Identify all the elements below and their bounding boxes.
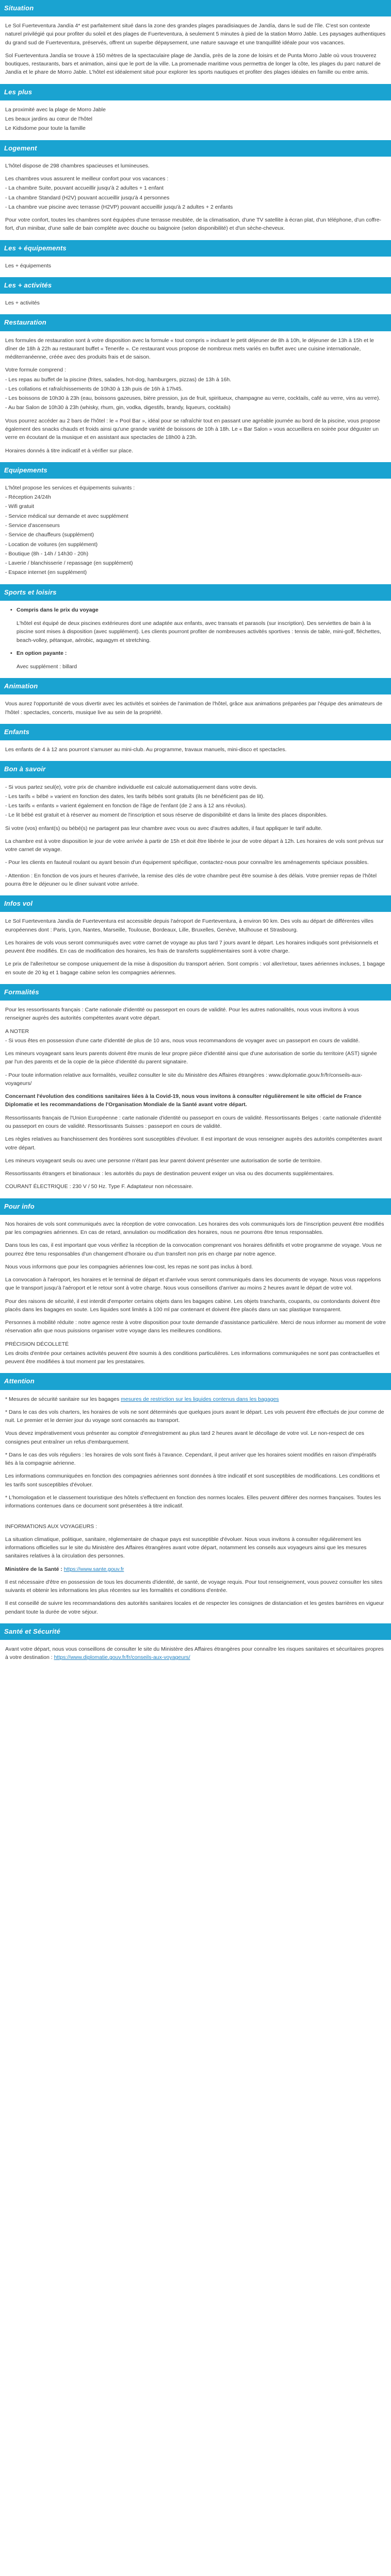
section-title: Situation bbox=[0, 0, 391, 16]
paragraph bbox=[5, 1395, 386, 1403]
list-heading: • En option payante : bbox=[17, 649, 386, 657]
paragraph: Les mineurs voyageant seuls ou avec une personne n'étant pas leur parent doivent présenter une autorisation de sortie de territoire. bbox=[5, 1157, 322, 1164]
paragraph: Sol Fuerteventura Jandía se trouve à 150 mètres de la spectaculaire plage de Jandía, près de la zone de loisirs et de Punta Morro Jable où vous trouverez boutiques, restaurants, bars et animation, ainsi que le port de la ville. La promenade maritime vous permettra de longer la côte, les plages du parc naturel de Jandía et le phare de Morro Jable. L'hôtel est idéalement situé pour explorer les sports nautiques et profiter des plages idéales en famille ou entre amis. bbox=[5, 52, 381, 76]
paragraph bbox=[5, 1645, 386, 1662]
paragraph: Nos horaires de vols sont communiqués avec la réception de votre convocation. Les horaires des vols communiqués lors de l'inscription peuvent être modifiés par les compagnies aériennes. En cas de retard, annulation ou modification des horaires, nous ne pourrons être tenus responsables. bbox=[5, 1221, 384, 1236]
paragraph: La situation climatique, politique, sanitaire, réglementaire de chaque pays est susceptible d'évoluer. Nous vous invitons à consulter régulièrement les informations officielles sur le site du Ministère des Affaires étrangères avant votre départ, notamment les conseils aux voyageurs ainsi que les mesures sanitaires relatives à la circulation des personnes. bbox=[5, 1536, 367, 1560]
paragraph: Vous devez impérativement vous présenter au comptoir d'enregistrement au plus tard 2 heures avant le décollage de votre vol. Le non-respect de ces consignes peut entraîner un refus d'embarquement. bbox=[5, 1430, 364, 1445]
section-title: Les + équipements bbox=[0, 240, 391, 257]
section-title: Animation bbox=[0, 678, 391, 694]
list-item: - Service d'ascenseurs bbox=[5, 522, 60, 529]
paragraph: PRÉCISION DÉCOLLETÉ bbox=[5, 1341, 69, 1347]
list-item: - Wifi gratuit bbox=[5, 503, 35, 510]
paragraph: Concernant l'évolution des conditions sanitaires liées à la Covid-19, nous vous invitons à consulter régulièrement le site officiel de France Diplomatie et les recommandations de l'Organisation Mondiale de la Santé avant votre départ. bbox=[5, 1093, 362, 1108]
section-situation bbox=[0, 0, 391, 77]
section-title: Infos vol bbox=[0, 895, 391, 912]
paragraph: A NOTER bbox=[5, 1028, 29, 1035]
paragraph: Il est conseillé de suivre les recommandations des autorités sanitaires locales et de respecter les consignes de distanciation et les gestes barrières en vigueur pendant toute la durée de votre séjour. bbox=[5, 1600, 384, 1615]
section-title: Sports et loisirs bbox=[0, 584, 391, 601]
section-enfants bbox=[0, 724, 391, 754]
list-item: - Les repas au buffet de la piscine (frites, salades, hot-dog, hamburgers, pizzas) de 13h à 16h. bbox=[5, 376, 232, 383]
paragraph-text: Ministère de la Santé : bbox=[5, 1566, 62, 1572]
paragraph: - Si vous êtes en possession d'une carte d'identité de plus de 10 ans, nous vous recommandons de voyager avec un passeport en cours de validité. bbox=[5, 1037, 360, 1044]
diplomatie-link[interactable]: https://www.diplomatie.gouv.fr/fr/conseils-aux-voyageurs/ bbox=[54, 1654, 190, 1661]
paragraph: Avec supplément : billard bbox=[17, 664, 77, 670]
paragraph-text: Avant votre départ, nous vous conseillons de consulter le site du Ministère des Affaires étrangères pour connaître les risques sanitaires et sécuritaires propres à votre destination : bbox=[5, 1646, 384, 1661]
section-sante bbox=[0, 1623, 391, 1662]
paragraph: Le Sol Fuerteventura Jandía de Fuerteventura est accessible depuis l'aéroport de Fuerteventura, à environ 90 km. Des vols au départ de différentes villes européennes dont : Paris, Lyon, Nantes, Marseille, Toulouse, Bordeaux, Lille, Bruxelles, Genève, Mulhouse et Strasbourg. bbox=[5, 918, 373, 933]
list-item: - Les tarifs « bébé » varient en fonction des dates, les tarifs bébés sont gratuits (ils ne bénéficient pas de lit). bbox=[5, 793, 265, 800]
section-title: Les + activités bbox=[0, 277, 391, 294]
section-title: Equipements bbox=[0, 462, 391, 479]
paragraph: Les chambres vous assurent le meilleur confort pour vos vacances : bbox=[5, 176, 169, 182]
list-item: La proximité avec la plage de Morro Jable bbox=[5, 106, 106, 113]
paragraph: Votre formule comprend : bbox=[5, 367, 66, 374]
list-heading: • Compris dans le prix du voyage bbox=[17, 606, 386, 614]
section-title: Attention bbox=[0, 1373, 391, 1389]
list-item: - Le lit bébé est gratuit et à réserver au moment de l'inscription et sous réserve de disponibilité et dans la limite des places disponibles. bbox=[5, 812, 328, 819]
restriction-link[interactable]: mesures de restriction sur les liquides contenus dans les bagages bbox=[121, 1396, 279, 1402]
paragraph: Ressortissants français de l'Union Européenne : carte nationale d'identité ou passeport en cours de validité. Ressortissants Belges : carte nationale d'identité ou passeport en cours de validité. Ressortissants Suisses : passeport en cours de validité. bbox=[5, 1114, 382, 1130]
section-title: Formalités bbox=[0, 984, 391, 1001]
list-item: - Service de chauffeurs (supplément) bbox=[5, 532, 94, 538]
paragraph: Horaires donnés à titre indicatif et à vérifier sur place. bbox=[5, 447, 134, 454]
list-item: - Location de voitures (en supplément) bbox=[5, 541, 98, 548]
paragraph: Les mineurs voyageant sans leurs parents doivent être munis de leur propre pièce d'identité ainsi que d'une autorisation de sortie du territoire (AST) signée par l'un des parents et de la copie de la pièce d'identité du parent signataire. bbox=[5, 1050, 377, 1065]
list-item: - Laverie / blanchisserie / repassage (en supplément) bbox=[5, 560, 133, 567]
paragraph: Le prix de l'aller/retour se compose uniquement de la mise à disposition du transport aérien. Sont compris : vol aller/retour, taxes aériennes incluses, 1 bagage en soute de 20 kg et 1 bagage cabine selon les compagnies aériennes. bbox=[5, 961, 385, 976]
paragraph-text: * Mesures de sécurité sanitaire sur les bagages bbox=[5, 1396, 120, 1402]
paragraph: Les droits d'entrée pour certaines activités peuvent être soumis à des conditions particulières. Les informations communiquées ne sont pas contractuelles et peuvent être modifiées à tout moment par les prestataires. bbox=[5, 1350, 380, 1365]
paragraph: Les horaires de vols vous seront communiqués avec votre carnet de voyage au plus tard 7 jours avant le départ. Les horaires indiqués sont prévisionnels et peuvent être modifiés. En cas de modification des horaires, les frais de transferts supplémentaires sont à votre charge. bbox=[5, 939, 379, 955]
paragraph: Il est nécessaire d'être en possession de tous les documents d'identité, de santé, de voyage requis. Pour tout renseignement, vous pouvez consulter les sites suivants et obtenir les informations les plus récentes sur les formalités et conditions d'entrée. bbox=[5, 1579, 383, 1594]
paragraph: L'hôtel est équipé de deux piscines extérieures dont une adaptée aux enfants, avec transats et parasols (sur inscription). Des serviettes de bain à la piscine sont mises à disposition (avec supplément). Les clients pourront profiter de nombreuses activités sportives : tennis de table, mini-golf, fléchettes, beach-volley, pétanque, aérobic, aquagym et stretching. bbox=[17, 620, 381, 643]
list-item: - Réception 24/24h bbox=[5, 494, 51, 501]
paragraph: Si votre (vos) enfant(s) ou bébé(s) ne partagent pas leur chambre avec vous ou avec d'autres adultes, il faut appliquer le tarif adulte. bbox=[5, 825, 322, 832]
paragraph bbox=[5, 1565, 386, 1573]
paragraph-heading: INFORMATIONS AUX VOYAGEURS : bbox=[5, 1523, 97, 1530]
paragraph: Ressortissants étrangers et binationaux : les autorités du pays de destination peuvent exiger un visa ou des documents supplémentaires. bbox=[5, 1171, 334, 1177]
paragraph: L'hôtel dispose de 298 chambres spacieuses et lumineuses. bbox=[5, 162, 150, 169]
section-logement bbox=[0, 140, 391, 233]
section-title: Santé et Sécurité bbox=[0, 1623, 391, 1640]
paragraph: - Pour toute information relative aux formalités, veuillez consulter le site du Ministère des Affaires étrangères : www.diplomatie.gouv.fr/fr/conseils-aux-voyageurs/ bbox=[5, 1072, 363, 1087]
section-plus bbox=[0, 84, 391, 133]
sante-link[interactable]: https://www.sante.gouv.fr bbox=[63, 1566, 124, 1572]
list-item: - Les collations et rafraîchissements de 10h30 à 13h puis de 16h à 17h45. bbox=[5, 385, 183, 392]
paragraph: Personnes à mobilité réduite : notre agence reste à votre disposition pour toute demande d'assistance particulière. Merci de nous informer au moment de votre réservation afin que nous puissions organiser votre voyage dans les meilleures conditions. bbox=[5, 1319, 386, 1334]
paragraph: - Pour les clients en fauteuil roulant ou ayant besoin d'un équipement spécifique, contactez-nous pour connaître les aménagements spéciaux possibles. bbox=[5, 859, 369, 866]
section-formalites bbox=[0, 984, 391, 1191]
section-activites-plus bbox=[0, 277, 391, 307]
list-item: - La chambre Standard (H2V) pouvant accueillir jusqu'à 4 personnes bbox=[5, 194, 170, 201]
section-sports bbox=[0, 584, 391, 671]
list-item: Le Kidsdome pour toute la famille bbox=[5, 125, 86, 132]
paragraph: Pour les ressortissants français : Carte nationale d'identité ou passeport en cours de validité. Pour les autres nationalités, nous vous invitons à vous renseigner auprès des autorités compétentes avant votre départ. bbox=[5, 1007, 360, 1022]
paragraph: Vous aurez l'opportunité de vous divertir avec les activités et soirées de l'animation de l'hôtel, grâce aux animations préparées par l'équipe des animateurs de l'hôtel : spectacles, concerts, musique live au sein de la propriété. bbox=[5, 701, 383, 716]
paragraph: La convocation à l'aéroport, les horaires et le terminal de départ et d'arrivée vous seront communiqués dans les documents de voyage. Nous vous rappelons que le transport jusqu'à l'aéroport et le retour sont à votre charge. Nous vous conseillons d'arriver au moins 2 heures avant le départ de votre vol. bbox=[5, 1277, 381, 1292]
section-title: Les plus bbox=[0, 84, 391, 100]
paragraph: Dans tous les cas, il est important que vous vérifiez la réception de la convocation comprenant vos horaires définitifs et votre programme de voyage. Vous ne pourrez être tenu responsables d'un changement d'horaire ou d'un transfert non pris en charge par notre agence. bbox=[5, 1242, 382, 1257]
list-item: - Boutique (8h - 14h / 14h30 - 20h) bbox=[5, 550, 89, 557]
paragraph: L'hôtel propose les services et équipements suivants : bbox=[5, 484, 135, 491]
paragraph: Vous pourrez accéder au 2 bars de l'hôtel : le « Pool Bar », idéal pour se rafraîchir tout en passant une agréable journée au bord de la piscine, vous propose également des snacks chauds et froids ainsi qu'une grande variété de boissons de 10h à 18h. Le « Bar Salon » vous accueillera en soirée pour déguster un verre en écoutant de la musique et en assistant aux spectacles de 18h00 à 23h. bbox=[5, 417, 380, 441]
section-infos-vol bbox=[0, 895, 391, 977]
section-title: Logement bbox=[0, 140, 391, 157]
paragraph: * Dans le cas des vols charters, les horaires de vols ne sont déterminés que quelques jours avant le départ. Les vols peuvent être effectués de jour comme de nuit. Le premier et le dernier jour du voyage sont consacrés au transport. bbox=[5, 1409, 384, 1424]
list-item: - Les boissons de 10h30 à 23h (eau, boissons gazeuses, bière pression, jus de fruit, spiritueux, champagne au verre, cocktails, café au verre, vins au verre). bbox=[5, 395, 381, 402]
list-item: - La chambre vue piscine avec terrasse (H2VP) pouvant accueillir jusqu'à 2 adultes + 2 enfants bbox=[5, 204, 233, 210]
section-title: Restauration bbox=[0, 314, 391, 331]
section-restauration bbox=[0, 314, 391, 454]
section-title: Pour info bbox=[0, 1198, 391, 1215]
paragraph: Les formules de restauration sont à votre disposition avec la formule « tout compris » incluant le petit déjeuner de 8h à 10h, le déjeuner de 13h à 15h et le dîner de 18h à 22h au restaurant buffet « Tenerife ». Ce restaurant vous propose de nombreux mets variés en buffet avec une cuisine internationale, méditerranéenne, créée avec des produits frais et de saison. bbox=[5, 337, 374, 361]
list-item: - Service médical sur demande et avec supplément bbox=[5, 513, 128, 519]
section-bon-a-savoir bbox=[0, 761, 391, 888]
paragraph: COURANT ÉLECTRIQUE : 230 V / 50 Hz. Type F. Adaptateur non nécessaire. bbox=[5, 1183, 193, 1190]
section-title: Enfants bbox=[0, 724, 391, 740]
section-attention bbox=[0, 1373, 391, 1616]
paragraph: Les informations communiquées en fonction des compagnies aériennes sont données à titre indicatif et sont susceptibles de modifications. Les conditions et les tarifs sont susceptibles d'évoluer. bbox=[5, 1473, 380, 1488]
list-item: - Au bar Salon de 10h30 à 23h (whisky, rhum, gin, vodka, digestifs, brandy, liqueurs, cocktails) bbox=[5, 404, 231, 411]
list-item: Les beaux jardins au cœur de l'hôtel bbox=[5, 116, 92, 123]
list-item: - Espace internet (en supplément) bbox=[5, 569, 87, 576]
section-equipements-plus bbox=[0, 240, 391, 270]
section-animation bbox=[0, 678, 391, 717]
paragraph: Les + activités bbox=[5, 300, 40, 307]
section-pour-info bbox=[0, 1198, 391, 1366]
paragraph: Les enfants de 4 à 12 ans pourront s'amuser au mini-club. Au programme, travaux manuels, mini-disco et spectacles. bbox=[5, 747, 287, 753]
paragraph: - Attention : En fonction de vos jours et heures d'arrivée, la remise des clés de votre chambre peut être soumise à des délais. Votre premier repas de l'hôtel pourra être le déjeuner ou le dîner suivant votre arrivée. bbox=[5, 872, 377, 887]
paragraph: Nous vous informons que pour les compagnies aériennes low-cost, les repas ne sont pas inclus à bord. bbox=[5, 1263, 253, 1270]
paragraph: Pour votre confort, toutes les chambres sont équipées d'une terrasse meublée, de la climatisation, d'une TV satellite à écran plat, d'un téléphone, d'un coffre-fort, d'un minibar, d'une salle de bain complète avec douche ou baignoire (selon disponibilité) et d'un sèche-cheveux. bbox=[5, 217, 382, 232]
list-item: - Si vous partez seul(e), votre prix de chambre individuelle est calculé automatiquement dans votre devis. bbox=[5, 784, 258, 790]
section-title: Bon à savoir bbox=[0, 761, 391, 777]
paragraph: Les + équipements bbox=[5, 262, 52, 269]
paragraph: * L'homologation et le classement touristique des hôtels s'effectuent en fonction des normes locales. Elles peuvent différer des normes françaises. Toutes les informations contenues dans ce document sont présentées à titre indicatif. bbox=[5, 1495, 381, 1510]
paragraph: La chambre est à votre disposition le jour de votre arrivée à partir de 15h et doit être libérée le jour de votre départ à 12h. Les horaires de vols sont prévus sur votre carnet de voyage. bbox=[5, 838, 384, 853]
paragraph: Pour des raisons de sécurité, il est interdit d'emporter certains objets dans les bagages cabine. Les objets tranchants, coupants, ou contondants doivent être placés dans les bagages en soute. Les liquides sont limités à 100 ml par contenant et doivent être placés dans un sac plastique transparent. bbox=[5, 1298, 380, 1313]
list-item: - La chambre Suite, pouvant accueillir jusqu'à 2 adultes + 1 enfant bbox=[5, 185, 164, 192]
section-equipements bbox=[0, 462, 391, 577]
list-item: - Les tarifs « enfants » varient également en fonction de l'âge de l'enfant (de 2 ans à 12 ans révolus). bbox=[5, 803, 247, 809]
paragraph: Les règles relatives au franchissement des frontières sont susceptibles d'évoluer. Il est important de vous renseigner auprès des autorités compétentes avant votre départ. bbox=[5, 1136, 382, 1151]
paragraph: * Dans le cas des vols réguliers : les horaires de vols sont fixés à l'avance. Cependant, il peut arriver que les horaires soient modifiés en raison d'impératifs liés à la compagnie aérienne. bbox=[5, 1451, 377, 1467]
paragraph: Le Sol Fuerteventura Jandía 4* est parfaitement situé dans la zone des grandes plages paradisiaques de Jandía, dans le sud de l'île. C'est son contexte naturel privilégié qui pour profiter du soleil et des plages de Fuerteventura, à seulement 5 minutes à pied de la station Morro Jable. Les paysages authentiques du grand sud de Fuerteventura, préservés, offrent un superbe dépaysement, une nature sauvage et une tranquillité idéale pour vos vacances. bbox=[5, 23, 386, 46]
